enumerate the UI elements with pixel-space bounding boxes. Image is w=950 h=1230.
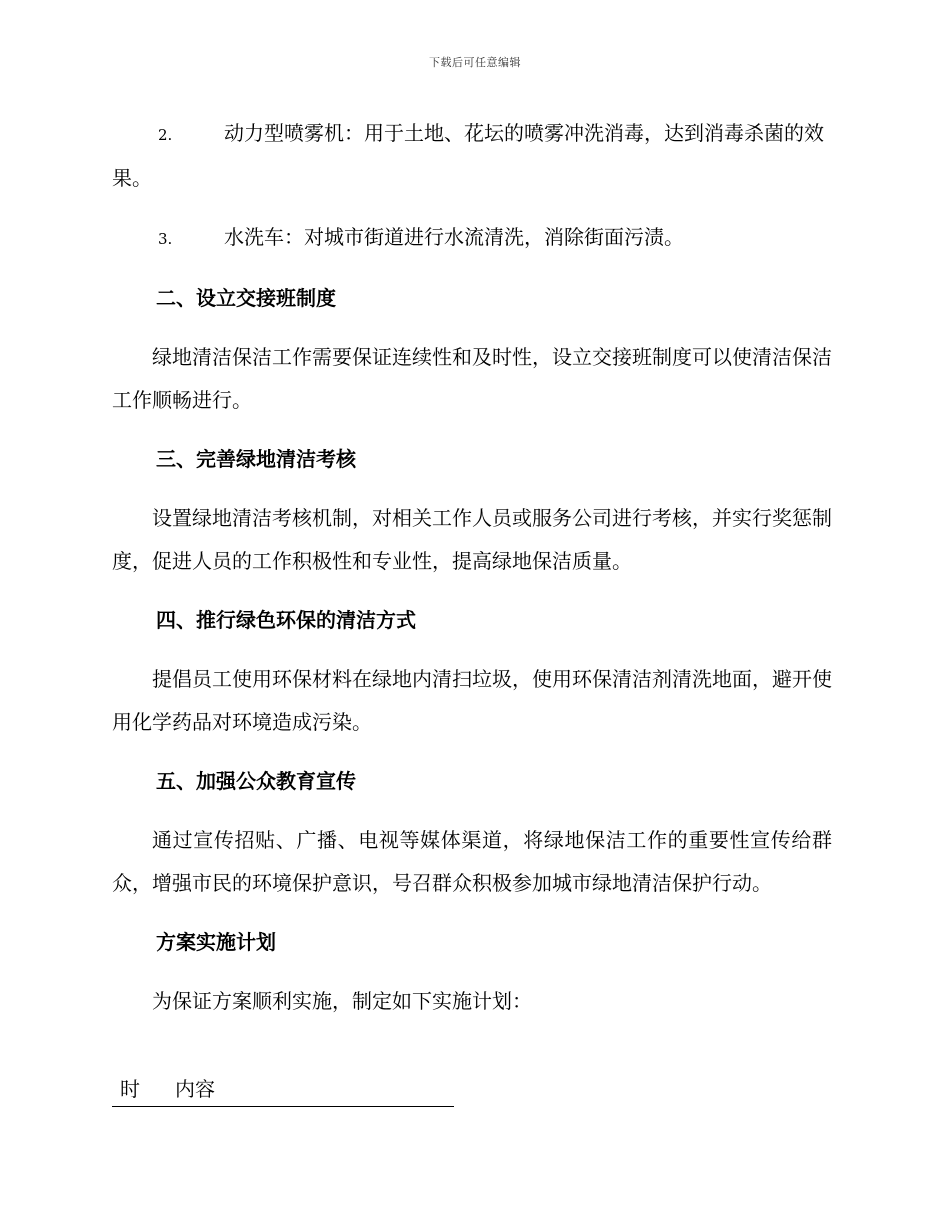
section-heading-public-education: 五、加强公众教育宣传: [156, 769, 356, 793]
list-number: 3.: [158, 230, 173, 248]
list-item: [112, 112, 832, 200]
list-text: 动力型喷雾机：用于土地、花坛的喷雾冲洗消毒，达到消毒杀菌的效果。: [112, 121, 824, 190]
table-header-content: 内容: [175, 1077, 215, 1101]
table-header-time: 时: [120, 1077, 140, 1101]
section-paragraph: 为保证方案顺利实施，制定如下实施计划：: [152, 989, 532, 1013]
section-heading-cleaning-assessment: 三、完善绿地清洁考核: [156, 447, 356, 471]
list-text: 水洗车：对城市街道进行水流清洗，消除街面污渍。: [224, 225, 684, 249]
page-header-note: 下载后可任意编辑: [429, 56, 521, 69]
list-number: 2.: [158, 126, 173, 144]
section-heading-implementation-plan: 方案实施计划: [156, 930, 276, 954]
section-paragraph: 设置绿地清洁考核机制，对相关工作人员或服务公司进行考核，并实行奖惩制度，促进人员的工作积极性和专业性，提高绿地保洁质量。: [112, 506, 832, 573]
section-paragraph: 提倡员工使用环保材料在绿地内清扫垃圾，使用环保清洁剂清洗地面，避开使用化学药品对环境造成污染。: [112, 667, 832, 734]
document-body: [112, 112, 832, 1039]
section-paragraph: 通过宣传招贴、广播、电视等媒体渠道，将绿地保洁工作的重要性宣传给群众，增强市民的环境保护意识，号召群众积极参加城市绿地清洁保护行动。: [112, 828, 832, 895]
list-item: [112, 216, 832, 261]
plan-table-header: [112, 1068, 454, 1107]
section-heading-green-cleaning: 四、推行绿色环保的清洁方式: [156, 608, 416, 632]
section-paragraph: 绿地清洁保洁工作需要保证连续性和及时性，设立交接班制度可以使清洁保洁工作顺畅进行。: [112, 345, 832, 412]
section-heading-shift-handover: 二、设立交接班制度: [156, 286, 336, 310]
